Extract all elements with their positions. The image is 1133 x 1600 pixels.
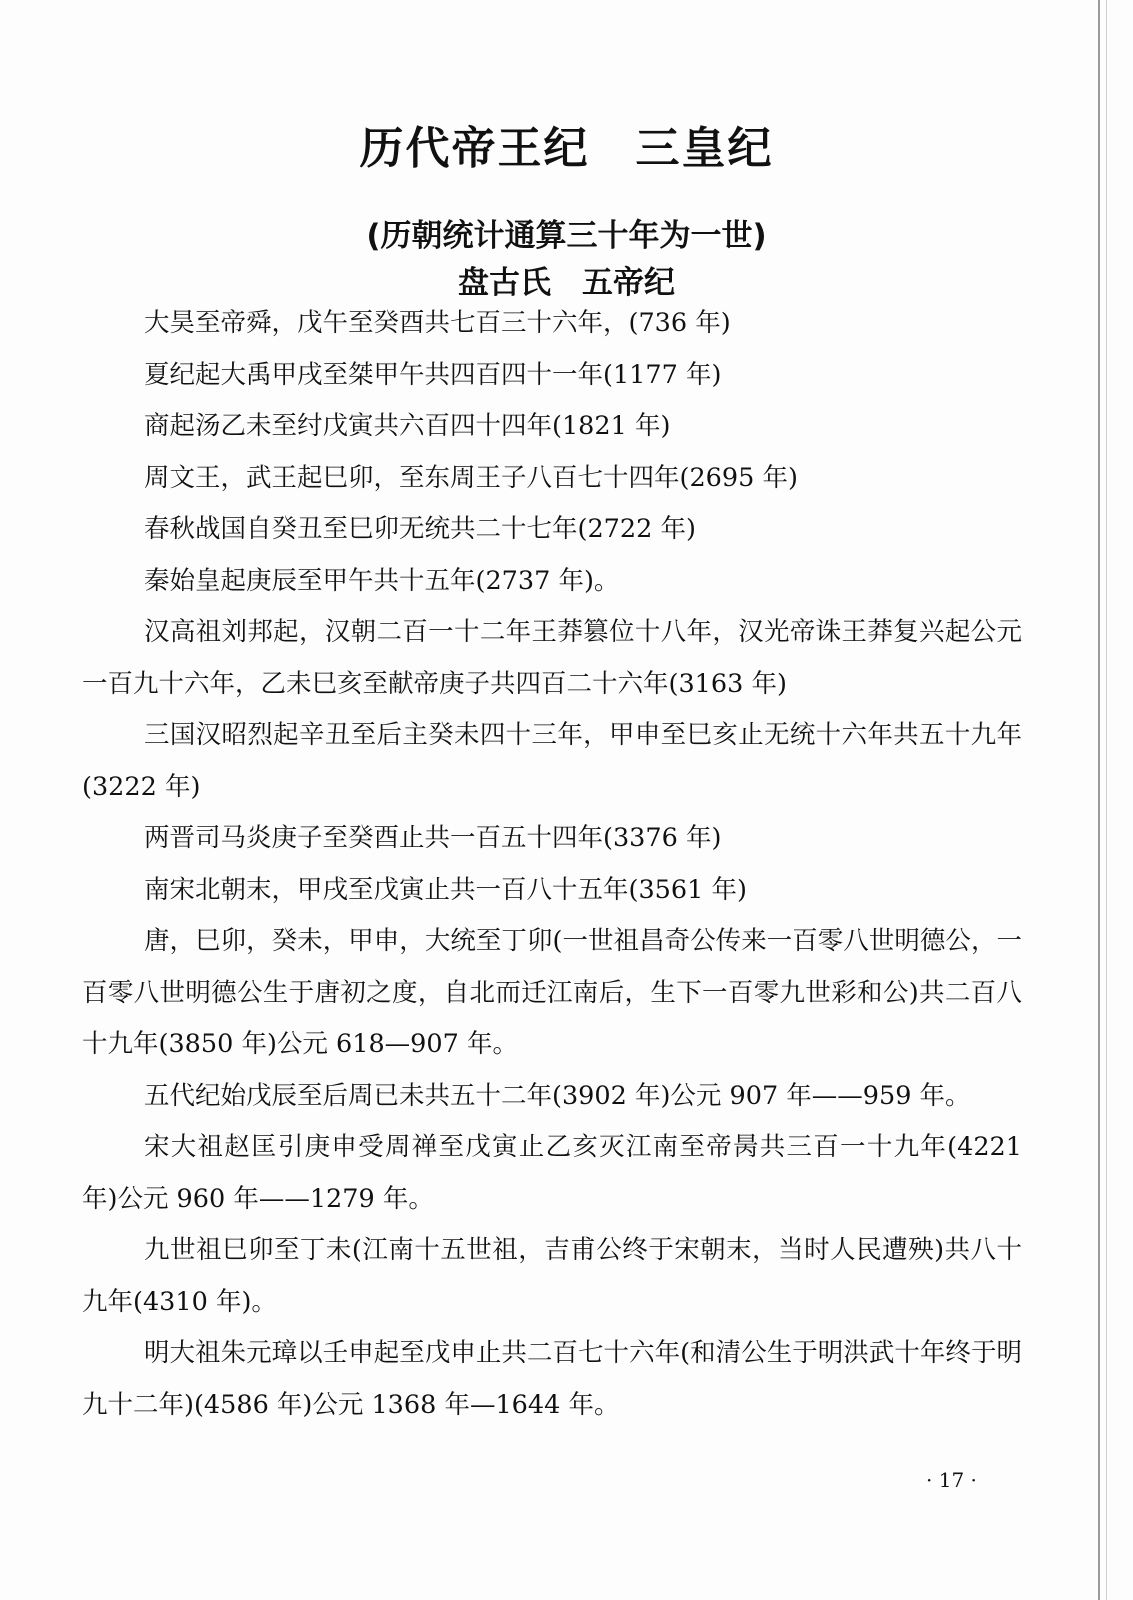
page-title: 历代帝王纪 三皇纪 [359,123,774,174]
section-heading: 盘古氏 五帝纪 [458,265,675,301]
paragraph: 宋大祖赵匡引庚申受周禅至戊寅止乙亥灭江南至帝昺共三百一十九年(4221 年)公元 960 年——1279 年。 [82,1132,1022,1214]
paragraph: 夏纪起大禹甲戌至桀甲午共四百四十一年(1177 年) [144,359,722,390]
paragraph: 秦始皇起庚辰至甲午共十五年(2737 年)。 [144,565,620,596]
paragraph: 明大祖朱元璋以壬申起至戊申止共二百七十六年(和清公生于明洪武十年终于明九十二年)(4586 年)公元 1368 年—1644 年。 [82,1338,1022,1420]
paragraph: 春秋战国自癸丑至巳卯无统共二十七年(2722 年) [144,514,696,544]
paragraph: 三国汉昭烈起辛丑至后主癸未四十三年，甲申至巳亥止无统十六年共五十九年(3222 年) [82,720,1022,802]
page-number: · 17 · [926,1468,977,1492]
paragraph: 周文王，武王起巳卯，至东周王子八百七十四年(2695 年) [144,462,798,493]
paragraph: 唐，巳卯，癸未，甲申，大统至丁卯(一世祖昌奇公传来一百零八世明德公，一百零八世明德公生于唐初之度，自北而迁江南后，生下一百零九世彩和公)共二百八十九年(3850 年)公元 618—907 年。 [82,926,1022,1059]
paragraph: 五代纪始戊辰至后周已未共五十二年(3902 年)公元 907 年——959 年。 [144,1080,971,1111]
paragraph: 九世祖巳卯至丁未(江南十五世祖，吉甫公终于宋朝末，当时人民遭殃)共八十九年(4310 年)。 [82,1235,1022,1317]
paragraph: 两晋司马炎庚子至癸酉止共一百五十四年(3376 年) [144,823,722,853]
paragraph: 商起汤乙未至纣戊寅共六百四十四年(1821 年) [144,411,671,441]
paragraph: 汉高祖刘邦起，汉朝二百一十二年王莽篡位十八年，汉光帝诛王莽复兴起公元一百九十六年，乙未巳亥至献帝庚子共四百二十六年(3163 年) [82,617,1022,699]
paragraph: 南宋北朝末，甲戌至戊寅止共一百八十五年(3561 年) [144,874,747,905]
body-text [82,298,1022,1431]
page-subtitle: (历朝统计通算三十年为一世) [366,218,767,254]
paragraph: 大昊至帝舜，戊午至癸酉共七百三十六年，(736 年) [144,308,731,338]
